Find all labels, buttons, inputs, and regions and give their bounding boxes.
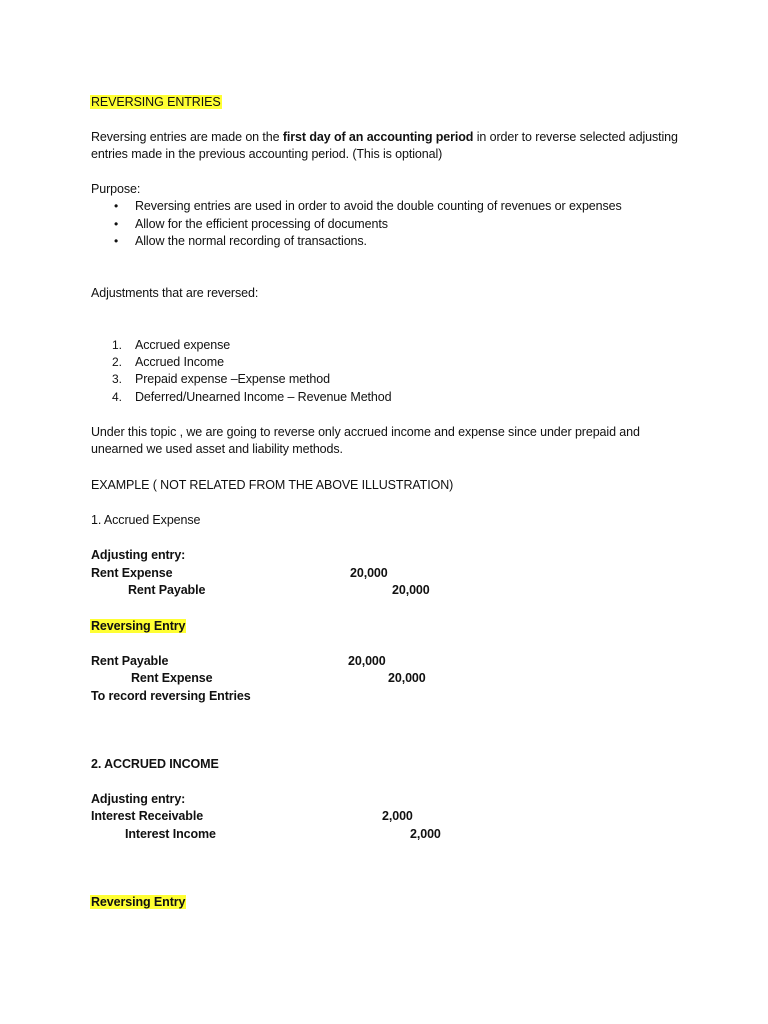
bullet-icon: • [114,234,119,248]
rev-credit-amount: 20,000 [388,671,426,685]
rev-debit-account: Rent Payable [91,654,169,668]
reversing-highlight: Reversing Entry [91,895,186,909]
list-number: 2. [112,355,123,369]
rev-debit-amount: 20,000 [348,654,386,668]
bullet-icon: • [114,217,119,231]
example-heading: EXAMPLE ( NOT RELATED FROM THE ABOVE ILLUSTRATION) [91,478,454,492]
bullet-icon: • [114,199,119,213]
list-number: 3. [112,372,123,386]
debit-account: Interest Receivable [91,809,204,823]
reversing-entry-label [90,618,186,634]
entry-explanation: To record reversing Entries [91,689,251,703]
adjustment-item: Accrued Income [135,355,224,369]
purpose-item: Allow for the efficient processing of documents [135,217,388,231]
topic-note-line-1: Under this topic , we are going to reverse only accrued income and expense since under prepaid and [91,425,640,439]
intro-text-a: Reversing entries are made on the [91,130,283,144]
debit-amount: 20,000 [350,566,388,580]
adjustments-heading: Adjustments that are reversed: [91,286,259,300]
document-title [90,94,222,110]
credit-amount: 2,000 [410,827,441,841]
intro-text-b: in order to reverse selected adjusting [473,130,678,144]
title-highlight: REVERSING ENTRIES [91,95,221,109]
credit-account: Rent Payable [128,583,206,597]
credit-amount: 20,000 [392,583,430,597]
adjustment-item: Deferred/Unearned Income – Revenue Method [135,390,392,404]
debit-amount: 2,000 [382,809,413,823]
adjusting-entry-label: Adjusting entry: [91,792,186,806]
intro-line-1 [91,129,678,145]
purpose-heading: Purpose: [91,182,141,196]
debit-account: Rent Expense [91,566,173,580]
list-number: 1. [112,338,123,352]
intro-line-2: entries made in the previous accounting period. (This is optional) [91,147,443,161]
credit-account: Interest Income [125,827,216,841]
list-number: 4. [112,390,123,404]
reversing-entry-label [90,894,186,910]
reversing-highlight: Reversing Entry [91,619,186,633]
topic-note-line-2: unearned we used asset and liability methods. [91,442,343,456]
intro-bold-phrase: first day of an accounting period [282,130,474,144]
purpose-item: Reversing entries are used in order to avoid the double counting of revenues or expenses [135,199,622,213]
example-1-heading: 1. Accrued Expense [91,513,201,527]
adjustment-item: Prepaid expense –Expense method [135,372,330,386]
rev-credit-account: Rent Expense [131,671,213,685]
purpose-item: Allow the normal recording of transactions. [135,234,367,248]
example-2-heading: 2. ACCRUED INCOME [91,757,219,771]
adjustment-item: Accrued expense [135,338,231,352]
adjusting-entry-label: Adjusting entry: [91,548,186,562]
